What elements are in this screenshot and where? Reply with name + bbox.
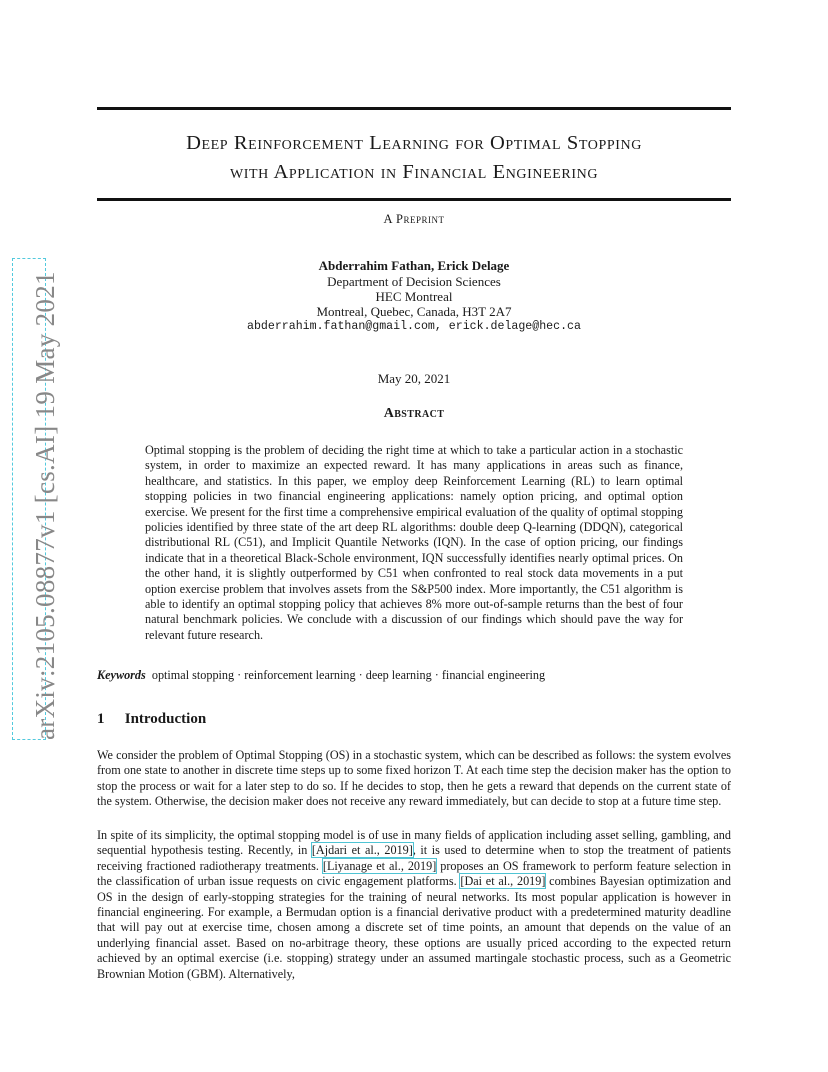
affiliation-address: Montreal, Quebec, Canada, H3T 2A7 <box>316 304 512 319</box>
intro-p2-text-3: proposes an OS framework to perform feature selection in the classification of urban issue requests on civic engagement platforms. <box>97 858 731 889</box>
intro-p2-text-2: , it is used to determine when to stop the treatment of patients receiving fractioned radiotherapy treatments. <box>97 843 732 873</box>
abstract-text: Optimal stopping is the problem of deciding the right time at which to take a particular action in a stochastic system, in order to maximize an expected reward. It has many applications in areas such as finance, healthcare, and statistics. In this paper, we employ deep Reinforcement Learning (RL) to learn optimal stopping policies in two financial engineering applications: namely option pricing, and optimal option exercise. We present for the first time a comprehensive empirical evaluation of the quality of optimal stopping policies identified by three state of the art deep RL algorithms: double deep Q-learning (DDQN), categorical distributional RL (C51), and Implicit Quantile Networks (IQN). In the case of option pricing, our findings indicate that in a theoretical Black-Schole environment, IQN successfully identifies nearly optimal prices. On the other hand, it is slightly outperformed by C51 when confronted to real stock data movements in a put option exercise problem that involves assets from the S&P500 index. More importantly, the C51 algorithm is able to identify an optimal stopping policy that achieves 8% more out-of-sample returns than the best of four natural benchmark policies. We conclude with a discussion of our findings which should pave the way for relevant future research. <box>145 443 683 642</box>
keywords-text: optimal stopping · reinforcement learning · deep learning · financial engineering <box>151 668 546 682</box>
affiliation-institution: HEC Montreal <box>375 289 453 304</box>
keywords <box>97 668 545 683</box>
paper-title-line-1: Deep Reinforcement Learning for Optimal Stopping <box>186 132 642 154</box>
citation-link-liyanage[interactable]: [Liyanage et al., 2019] <box>322 858 437 873</box>
intro-paragraph-2 <box>97 828 731 982</box>
keywords-label: Keywords <box>97 668 146 682</box>
intro-p2-text-1: In spite of its simplicity, the optimal stopping model is of use in many fields of application including asset selling, gambling, and sequential hypothesis testing. Recently, in <box>97 828 731 858</box>
intro-paragraph-1: We consider the problem of Optimal Stopping (OS) in a stochastic system, which can be described as follows: the system evolves from one state to another in discrete time steps up to some fixed horizon T. At each time step the decision maker has the option to stop the process or wait for a later step to do so. If he decides to stop, then he gets a reward that depends on the current state of the system. Otherwise, the decision maker does not receive any reward immediately, but can decide to stop at a future time step. <box>97 748 731 809</box>
section-heading-introduction <box>97 711 206 728</box>
section-number: 1 <box>97 711 105 727</box>
citation-link-dai[interactable]: [Dai et al., 2019] <box>460 874 546 889</box>
title-bottom-rule <box>97 198 731 201</box>
title-top-rule <box>97 107 731 110</box>
paper-date: May 20, 2021 <box>377 371 451 386</box>
abstract-heading: Abstract <box>383 406 445 421</box>
authors: Abderrahim Fathan, Erick Delage <box>318 258 510 273</box>
preprint-label: A Preprint <box>383 212 445 226</box>
section-title: Introduction <box>124 711 207 727</box>
affiliation-department: Department of Decision Sciences <box>327 274 501 289</box>
arxiv-stamp-text: arXiv:2105.08877v1 [cs.AI] 19 May 2021 <box>30 271 60 740</box>
author-emails[interactable]: abderrahim.fathan@gmail.com, erick.delage@hec.ca <box>247 320 581 333</box>
arxiv-stamp[interactable] <box>12 258 60 740</box>
intro-p2-text-4: combines Bayesian optimization and OS in the design of early-stopping strategies for the training of neural networks. Its most popular application is however in financial engineering. For example, a Bermudan option is a financial derivative product with a predetermined maturity deadline that will pay out at exercise time, chosen among a discrete set of time points, an amount that depends on the value of an underlying financial asset. Based on no-arbitrage theory, these options are usually priced according to the expected return achieved by an optimal exercise (i.e. stopping) strategy under an assumed martingale stochastic process, such as a Geometric Brownian Motion (GBM). Alternatively, <box>97 874 731 981</box>
citation-link-ajdari[interactable]: [Ajdari et al., 2019] <box>311 843 413 858</box>
paper-title-line-2: with Application in Financial Engineering <box>229 161 599 183</box>
